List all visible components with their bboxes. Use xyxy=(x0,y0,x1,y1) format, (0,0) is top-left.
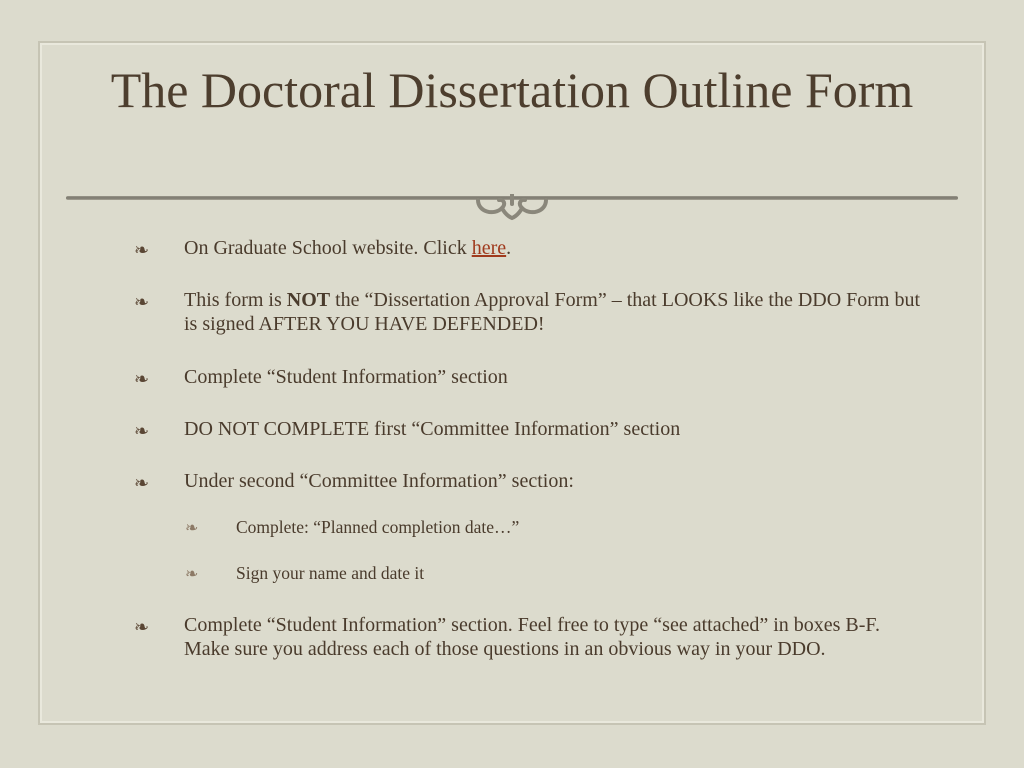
sub-bullet-item xyxy=(130,515,930,539)
bullet-text-segment: the “Dissertation Approval Form” – that LOOKS like the DDO Form but is signed AFTER YOU HAVE DEFENDED! xyxy=(184,289,921,335)
fleuron-icon: ❧ xyxy=(134,240,150,260)
bullet-item xyxy=(130,365,930,389)
bullet-text-segment: . xyxy=(506,237,512,259)
bullet-text: Complete “Student Information” section xyxy=(184,366,508,388)
fleuron-icon: ❧ xyxy=(185,520,199,537)
bullet-item xyxy=(130,417,930,441)
bullet-text-segment: This form is xyxy=(184,289,287,311)
fleuron-icon: ❧ xyxy=(134,369,150,389)
bullet-emphasis: NOT xyxy=(286,289,331,311)
bullet-text: DO NOT COMPLETE first “Committee Information” section xyxy=(184,418,681,440)
bullet-item xyxy=(130,288,930,336)
bullet-text xyxy=(184,289,920,335)
fleuron-icon: ❧ xyxy=(134,421,150,441)
fleuron-icon: ❧ xyxy=(134,617,150,637)
bullet-text xyxy=(184,237,511,259)
bullet-item xyxy=(130,236,930,260)
bullet-item xyxy=(130,613,930,661)
fleuron-icon: ❧ xyxy=(134,473,150,493)
bullet-text: Complete: “Planned completion date…” xyxy=(236,517,520,537)
bullet-list xyxy=(130,236,930,661)
fleuron-icon: ❧ xyxy=(185,566,199,583)
bullet-text: Under second “Committee Information” section: xyxy=(184,470,574,492)
bullet-text: Complete “Student Information” section. Feel free to type “see attached” in boxes B-F. Make sure you address each of those questions in an obvious way in your DDO. xyxy=(184,614,880,660)
here-link[interactable]: here xyxy=(471,237,507,259)
slide-title: The Doctoral Dissertation Outline Form xyxy=(110,62,914,118)
bullet-item xyxy=(130,469,930,493)
title-divider-ornament xyxy=(66,194,958,234)
bullet-text: Sign your name and date it xyxy=(236,563,425,583)
bullet-text-segment: On Graduate School website. Click xyxy=(184,237,472,259)
fleuron-icon: ❧ xyxy=(134,292,150,312)
sub-bullet-item xyxy=(130,561,930,585)
